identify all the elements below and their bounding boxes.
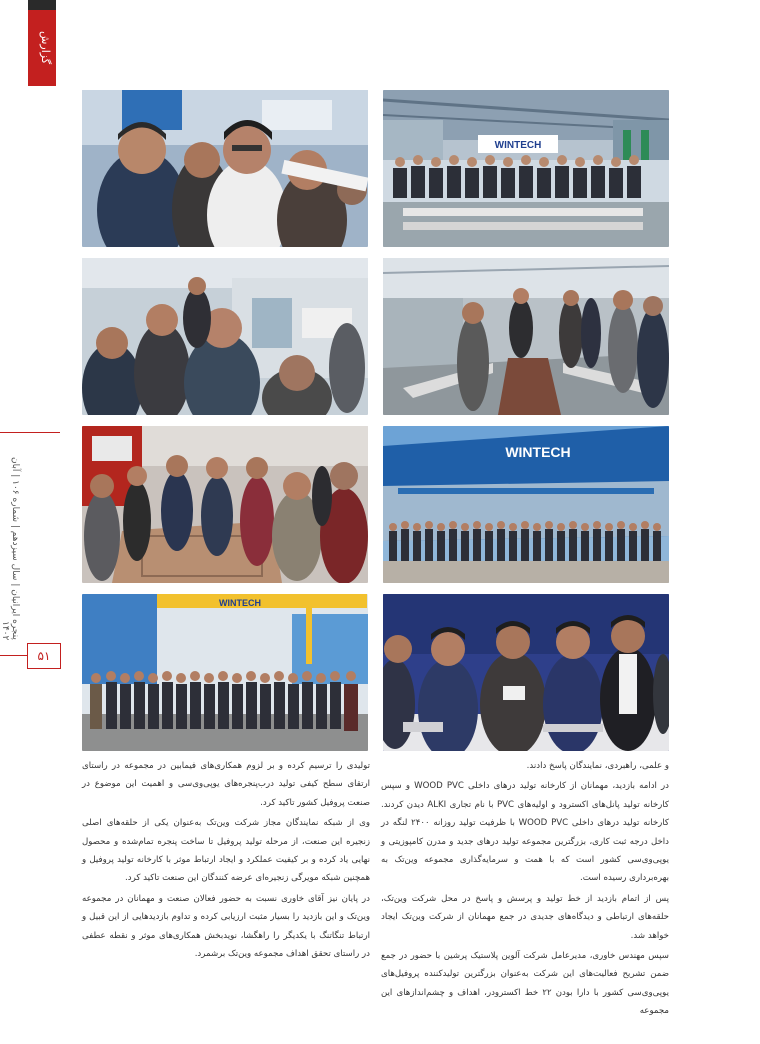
article-paragraph: در پایان نیز آقای خاوری نسبت به حضور فعالان صنعت و مهمانان در مجموعه وین‌تک و این بازدید را بسیار مثبت ارزیابی کرده و تداوم بازدیدهایی از این قبیل و ارتباط تنگاتنگ با یکدیگر را راهگشا، نویدبخش همکاری‌های موثر و نقطه عطفی در راستای تحقق اهداف مجموعه وین‌تک برشمرد. bbox=[82, 893, 370, 960]
photo-visitors-inspecting-profile bbox=[82, 90, 368, 247]
article-left-column bbox=[82, 757, 370, 965]
gate-sign-text: WINTECH bbox=[219, 598, 261, 608]
side-divider-top bbox=[0, 432, 60, 433]
photo-group-outdoor-gate bbox=[82, 594, 368, 751]
factory-sign-text: WINTECH bbox=[494, 140, 542, 151]
section-tab bbox=[28, 0, 56, 86]
photo-visitors-at-machine bbox=[82, 258, 368, 415]
photo-group-outside-building bbox=[383, 426, 669, 583]
article-paragraph: پس از اتمام بازدید از خط تولید و پرسش و پاسخ در محل شرکت وین‌تک، حلقه‌های ارتباطی و دیدگاه‌های جدیدی در جمع مهمانان از شرکت وین‌تک ایجاد خواهد شد. bbox=[381, 893, 669, 941]
photo-production-line bbox=[383, 258, 669, 415]
article-paragraph: تولیدی را ترسیم کرده و بر لزوم همکاری‌های فیمابین در مجموعه در راستای ارتقای سطح کیفی تولید درب‌پنجره‌های یوپی‌وی‌سی و اهمیت این موضوع در صنعت پروفیل کشور تاکید کرد. bbox=[82, 761, 370, 808]
photo-examining-samples bbox=[383, 594, 669, 751]
photo-group-factory-floor bbox=[383, 90, 669, 247]
section-tab-cap bbox=[28, 0, 56, 10]
article-paragraph: وی از شبکه نمایندگان مجاز شرکت وین‌تک به‌عنوان یکی از حلقه‌های اصلی زنجیره این صنعت، از مرحله تولید پروفیل تا ساخت پنجره تمام‌شده و محصول نهایی یاد کرده و بر کیفیت عملکرد و ایجاد ارتباط موثر با کارخانه تولید پروفیل و همچنین شبکه مویرگی زنجیره‌ای عرضه کنندگان این صنعت تاکید کرد. bbox=[82, 818, 370, 884]
magazine-side-info: پنجره ایرانیان | سال سیزدهم | شماره ۱۰۶ | آبان ۱۴۰۲ bbox=[0, 457, 20, 640]
article-paragraph: در ادامه بازدید، مهمانان از کارخانه تولید درهای داخلی WOOD PVC و سپس کارخانه تولید پانل‌های اکسترود و اولیه‌های PVC با نام تجاری ALKI دیدن کردند. کارخانه تولید درهای داخلی WOOD PVC با ظرفیت تولید روزانه ۲۴۰۰ لنگه در داخل درجه ثبت کاری، بزرگترین مجموعه تولید درهای جدید و مدرن کامپوزیتی و یوپی‌وی‌سی کشور است که با همت و سرمایه‌گذاری مجموعه وین‌تک به بهره‌برداری رسیده است. bbox=[381, 781, 670, 884]
page-number: ۵۱ bbox=[27, 643, 61, 669]
article-paragraph: سپس مهندس خاوری، مدیرعامل شرکت آلوین پلاستیک پرشین با حضور در جمع ضمن تشریح فعالیت‌های این شرکت به‌عنوان بزرگترین تولیدکننده پروفیل‌های یوپی‌وی‌سی کشور با دارا بودن ۲۲ خط اکسترودر، اهداف و چشم‌اندازهای این مجموعه bbox=[381, 951, 669, 1017]
building-sign-text: WINTECH bbox=[505, 444, 571, 460]
side-divider-bottom bbox=[0, 655, 27, 656]
article-paragraph: و علمی، راهبردی، نمایندگان پاسخ دادند. bbox=[526, 761, 669, 771]
photo-door-panel-review bbox=[82, 426, 368, 583]
article-right-column bbox=[381, 757, 669, 1023]
section-tab-label: گزارش bbox=[39, 31, 52, 65]
